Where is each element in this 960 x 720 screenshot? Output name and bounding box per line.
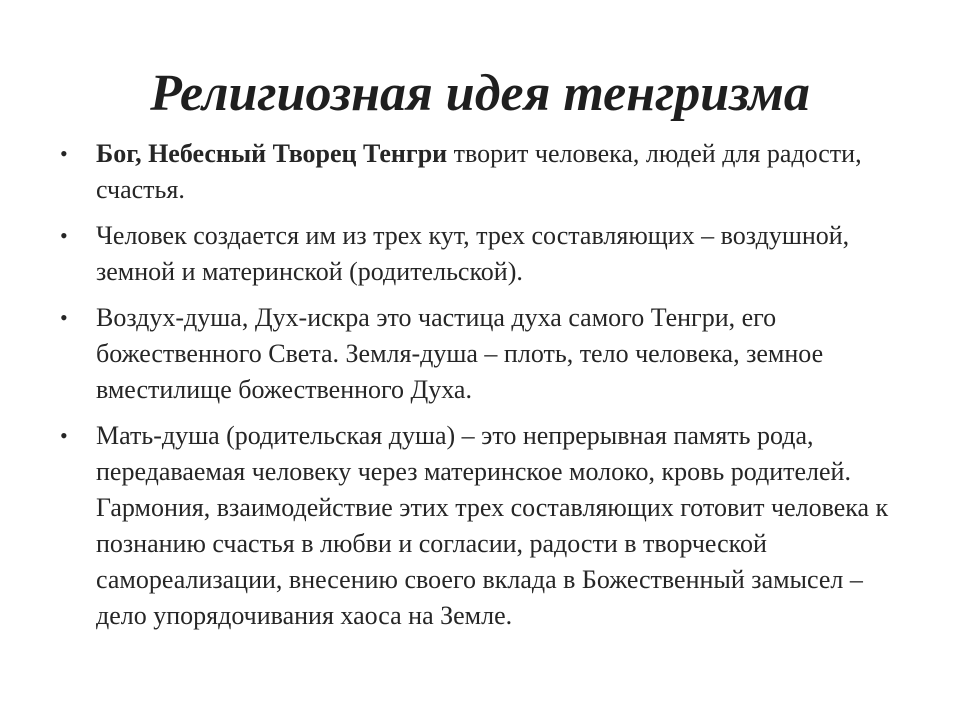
slide-title: Религиозная идея тенгризма xyxy=(150,65,810,122)
bullet-marker: • xyxy=(60,141,68,166)
bullet-marker: • xyxy=(60,423,68,448)
bullet-text: Мать-душа (родительская душа) – это непрерывная память рода, передаваемая человеку через материнское молоко, кровь родителей. Гармония, взаимодействие этих трех составляющих готовит человека к познанию счастья в любви и согласии, радости в творческой самореализации, внесению своего вклада в Божественный замысел – дело упорядочивания хаоса на Земле. xyxy=(96,421,889,630)
bullet-text: Воздух-душа, Дух-искра это частица духа самого Тенгри, его божественного Света. Земля-душа – плоть, тело человека, земное вместилище божественного Духа. xyxy=(96,303,824,404)
bullet-item-4 xyxy=(60,418,920,634)
bullet-item-1 xyxy=(60,136,920,208)
bullet-text: творит человека, людей для радости, счастья. xyxy=(96,139,862,204)
bullet-text: Человек создается им из трех кут, трех составляющих – воздушной, земной и материнской (родительской). xyxy=(96,221,850,286)
bullet-marker: • xyxy=(60,223,68,248)
bullet-list xyxy=(60,136,920,644)
bullet-marker: • xyxy=(60,305,68,330)
bullet-item-3 xyxy=(60,300,920,408)
bullet-item-2 xyxy=(60,218,920,290)
bullet-lead-bold: Бог, Небесный Творец Тенгри xyxy=(96,139,448,168)
